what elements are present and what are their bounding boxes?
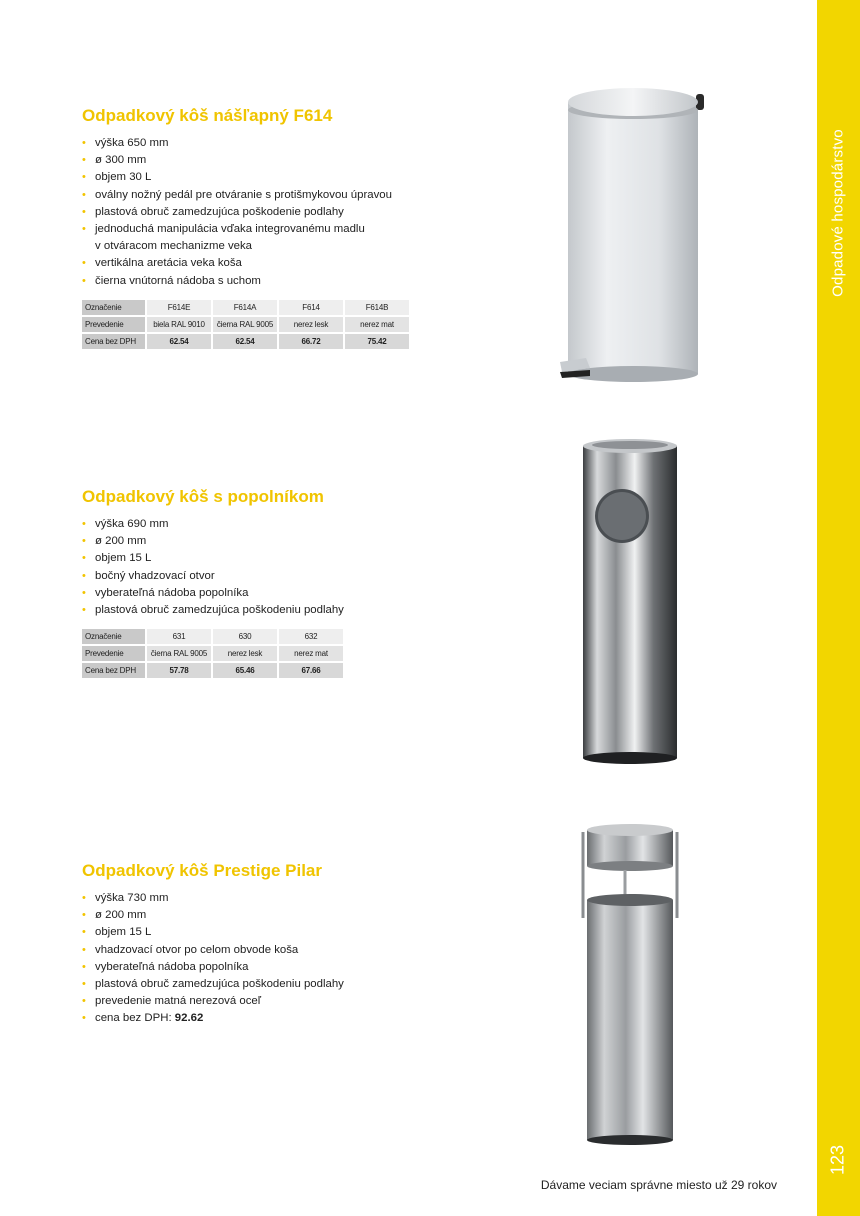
table-cell: biela RAL 9010 — [147, 317, 211, 332]
feature-text: vhadzovací otvor po celom obvode koša — [95, 943, 299, 956]
table-cell: čierna RAL 9005 — [213, 317, 277, 332]
feature-text: plastová obruč zamedzujúca poškodeniu podlahy — [95, 978, 344, 991]
feature-list — [82, 516, 502, 619]
table-cell: 632 — [279, 629, 343, 644]
bullet-icon: • — [82, 188, 86, 201]
feature-text: výška 730 mm — [95, 892, 169, 904]
feature-text: objem 30 L — [95, 171, 152, 184]
footer-slogan: Dávame veciam správne miesto už 29 rokov — [540, 1178, 777, 1192]
list-item — [82, 273, 502, 290]
table-row — [82, 663, 343, 678]
feature-text: objem 15 L — [95, 926, 152, 939]
side-opening-inner — [598, 492, 646, 540]
table-cell: F614B — [345, 300, 409, 315]
product-title: Odpadkový kôš s popolníkom — [82, 487, 324, 506]
bin-body — [568, 102, 698, 374]
list-item — [82, 187, 502, 204]
list-item — [82, 585, 502, 602]
list-item — [82, 550, 502, 567]
spec-table — [80, 298, 411, 351]
ashtray-bin-image — [575, 436, 685, 766]
list-item — [82, 1010, 502, 1027]
table-cell: čierna RAL 9005 — [147, 646, 211, 661]
section-label — [817, 0, 860, 320]
table-cell: 57.78 — [147, 663, 211, 678]
product-title: Odpadkový kôš Prestige Pilar — [82, 861, 322, 880]
price-value: 92.62 — [174, 1012, 204, 1025]
bullet-icon: • — [82, 604, 86, 617]
bullet-icon: • — [82, 154, 86, 167]
table-cell: 630 — [213, 629, 277, 644]
list-item — [82, 942, 502, 959]
price-label: cena bez DPH: — [95, 1012, 172, 1025]
table-row — [82, 317, 409, 332]
table-cell: F614E — [147, 300, 211, 315]
feature-text: ø 200 mm — [95, 909, 147, 922]
row-label: Označenie — [82, 300, 145, 315]
row-label: Prevedenie — [82, 317, 145, 332]
list-item — [82, 959, 502, 976]
feature-text: v otváracom mechanizme veka — [95, 240, 252, 253]
feature-text: oválny nožný pedál pre otváranie s protišmykovou úpravou — [95, 188, 392, 201]
row-label: Cena bez DPH — [82, 663, 145, 678]
table-cell: nerez mat — [345, 317, 409, 332]
list-item — [82, 993, 502, 1010]
list-item — [82, 602, 502, 619]
bullet-icon: • — [82, 137, 86, 149]
table-row — [82, 646, 343, 661]
bullet-icon: • — [82, 995, 86, 1008]
table-cell: nerez lesk — [213, 646, 277, 661]
feature-text: ø 200 mm — [95, 535, 147, 548]
spec-table — [80, 627, 345, 680]
bullet-icon: • — [82, 518, 86, 530]
list-item — [82, 152, 502, 169]
feature-text: vertikálna aretácia veka koša — [95, 257, 242, 270]
product-prestige-pilar — [82, 860, 502, 1028]
feature-text: vyberateľná nádoba popolníka — [95, 960, 249, 973]
prestige-pilar-image — [573, 820, 688, 1150]
bullet-icon: • — [82, 552, 86, 565]
pedal-bin-image — [548, 80, 728, 385]
list-item — [82, 890, 502, 907]
feature-text: jednoduchá manipulácia vďaka integrovanému madlu — [95, 223, 365, 236]
feature-text: vyberateľná nádoba popolníka — [95, 586, 249, 599]
page-number-text: 123 — [827, 1144, 848, 1176]
bullet-icon: • — [82, 943, 86, 956]
ashtray-dish — [592, 441, 668, 449]
row-label: Prevedenie — [82, 646, 145, 661]
feature-text: bočný vhadzovací otvor — [95, 569, 215, 582]
table-cell: F614A — [213, 300, 277, 315]
feature-text: plastová obruč zamedzujúca poškodeniu podlahy — [95, 604, 344, 617]
list-item — [82, 568, 502, 585]
table-cell: 75.42 — [345, 334, 409, 349]
table-row — [82, 300, 409, 315]
bullet-icon: • — [82, 586, 86, 599]
product-ashtray-bin — [82, 486, 502, 680]
feature-list — [82, 890, 502, 1028]
product-title: Odpadkový kôš nášľapný F614 — [82, 106, 333, 125]
feature-text: plastová obruč zamedzujúca poškodenie podlahy — [95, 205, 344, 218]
table-row — [82, 629, 343, 644]
product-f614 — [82, 105, 502, 351]
table-cell: nerez mat — [279, 646, 343, 661]
feature-text: ø 300 mm — [95, 154, 147, 167]
table-row — [82, 334, 409, 349]
list-item — [82, 135, 502, 152]
bullet-icon: • — [82, 926, 86, 939]
bin-base — [587, 1135, 673, 1145]
section-label-text: Odpadové hospodárstvo — [829, 129, 847, 297]
row-label: Označenie — [82, 629, 145, 644]
bullet-icon: • — [82, 892, 86, 904]
table-cell: 631 — [147, 629, 211, 644]
bullet-icon: • — [82, 274, 86, 287]
list-item — [82, 169, 502, 186]
list-item — [82, 924, 502, 941]
feature-text: prevedenie matná nerezová oceľ — [95, 995, 262, 1008]
page-number — [817, 1138, 860, 1182]
bullet-icon: • — [82, 1012, 86, 1025]
table-cell: 67.66 — [279, 663, 343, 678]
bullet-icon: • — [82, 223, 86, 236]
bullet-icon: • — [82, 171, 86, 184]
feature-list — [82, 135, 502, 290]
list-item — [82, 516, 502, 533]
feature-text: objem 15 L — [95, 552, 152, 565]
bullet-icon: • — [82, 978, 86, 991]
feature-text: výška 650 mm — [95, 137, 169, 149]
bullet-icon: • — [82, 535, 86, 548]
bullet-icon: • — [82, 257, 86, 270]
list-item — [82, 976, 502, 993]
feature-text: výška 690 mm — [95, 518, 169, 530]
bullet-icon: • — [82, 569, 86, 582]
list-item — [82, 533, 502, 550]
feature-text: čierna vnútorná nádoba s uchom — [95, 274, 261, 287]
list-item — [82, 907, 502, 924]
row-label: Cena bez DPH — [82, 334, 145, 349]
table-cell: 62.54 — [147, 334, 211, 349]
list-item — [82, 255, 502, 272]
bullet-icon: • — [82, 909, 86, 922]
list-item — [82, 221, 502, 238]
bullet-icon: • — [82, 205, 86, 218]
ashtray-bottom — [587, 861, 673, 871]
table-cell: 66.72 — [279, 334, 343, 349]
table-cell: nerez lesk — [279, 317, 343, 332]
ashtray-rim — [587, 824, 673, 836]
bin-body — [587, 900, 673, 1140]
table-cell: 65.46 — [213, 663, 277, 678]
bullet-icon: • — [82, 960, 86, 973]
list-item — [82, 238, 502, 255]
bin-base — [583, 752, 677, 764]
bin-opening — [587, 894, 673, 906]
table-cell: 62.54 — [213, 334, 277, 349]
table-cell: F614 — [279, 300, 343, 315]
list-item — [82, 204, 502, 221]
lid — [568, 88, 698, 116]
